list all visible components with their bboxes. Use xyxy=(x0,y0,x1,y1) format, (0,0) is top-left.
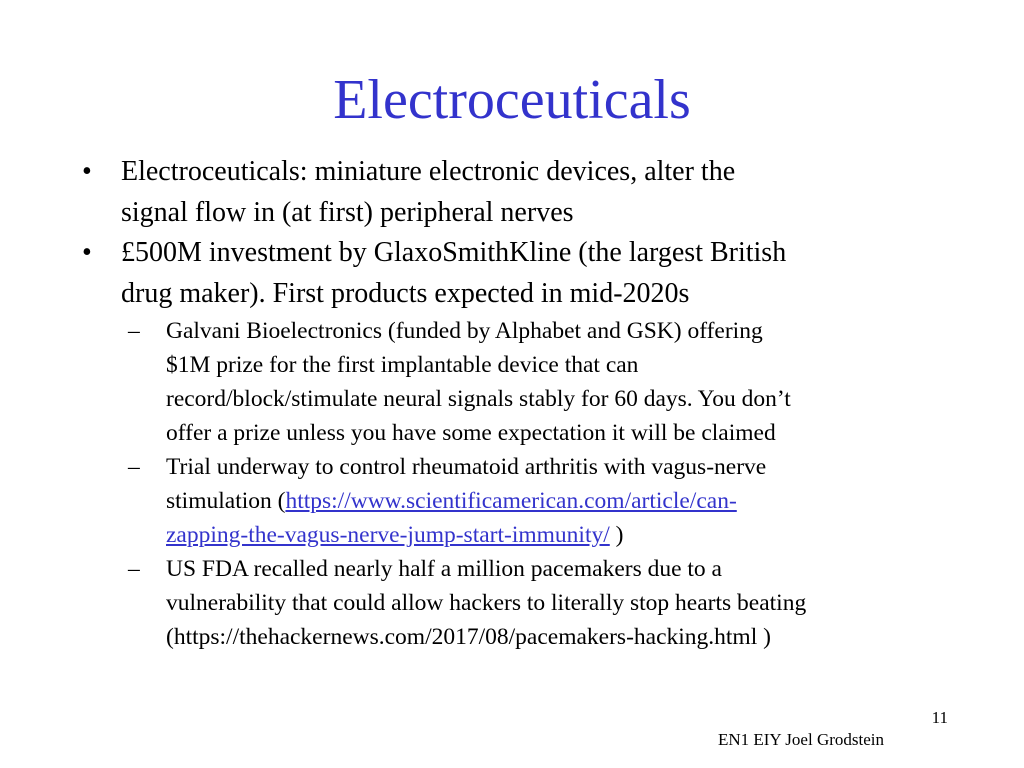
sub-bullet-text-prefix: stimulation ( xyxy=(166,488,286,514)
bullet-marker: • xyxy=(82,156,92,187)
link-text-part[interactable]: https://www.scientificamerican.com/article/can- xyxy=(285,488,737,514)
slide-title: Electroceuticals xyxy=(333,69,691,131)
link-text-part[interactable]: zapping-the-vagus-nerve-jump-start-immunity/ xyxy=(166,522,610,548)
bullet-text-line: £500M investment by GlaxoSmithKline (the largest British xyxy=(121,237,787,268)
bullet-electroceuticals-definition xyxy=(80,152,960,233)
sub-bullet-text-line: vulnerability that could allow hackers to literally stop hearts beating xyxy=(166,590,807,616)
sub-bullet-text-line: Galvani Bioelectronics (funded by Alphabet and GSK) offering xyxy=(166,318,763,344)
sub-bullet-text-line: Trial underway to control rheumatoid arthritis with vagus-nerve xyxy=(166,454,767,480)
bullet-marker: • xyxy=(82,237,92,268)
bullet-text-line: signal flow in (at first) peripheral nerves xyxy=(121,196,574,228)
bullet-text-line: drug maker). First products expected in mid-2020s xyxy=(121,277,690,309)
sub-bullet-arthritis-trial xyxy=(80,450,960,552)
sub-bullet-text-line: US FDA recalled nearly half a million pacemakers due to a xyxy=(166,556,722,582)
sub-bullet-text-line: $1M prize for the first implantable device that can xyxy=(166,352,639,378)
slide-body xyxy=(80,152,960,654)
bullet-gsk-investment xyxy=(80,233,960,314)
sub-bullet-text-line: record/block/stimulate neural signals stably for 60 days. You don’t xyxy=(166,386,791,412)
sub-bullet-pacemaker-recall xyxy=(80,552,960,654)
sub-bullet-text-line: (https://thehackernews.com/2017/08/pacemakers-hacking.html ) xyxy=(166,624,771,650)
page-number: 11 xyxy=(931,708,948,727)
sub-bullet-text-line: offer a prize unless you have some expectation it will be claimed xyxy=(166,420,776,446)
bullet-text-line: Electroceuticals: miniature electronic devices, alter the xyxy=(121,156,736,187)
sub-bullet-galvani-prize xyxy=(80,314,960,450)
sub-bullet-marker: – xyxy=(128,454,140,480)
sub-bullet-marker: – xyxy=(128,318,140,344)
sub-bullet-marker: – xyxy=(128,556,140,582)
footer-text: EN1 EIY Joel Grodstein xyxy=(717,730,884,749)
sub-bullet-text-suffix: ) xyxy=(609,522,624,548)
